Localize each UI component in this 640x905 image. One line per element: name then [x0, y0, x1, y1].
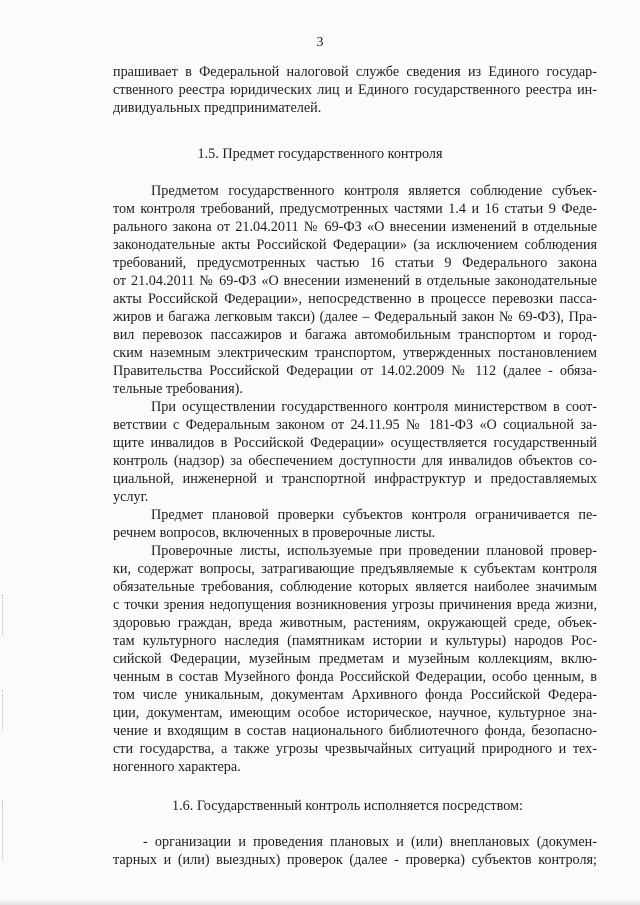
text-line: законодательные акты Российской Федерации» (за исключением соблюдения: [113, 237, 597, 253]
text-line: ции, документам, имеющим особое историческое, научное, культурное зна-: [113, 705, 597, 721]
text-line: ногенного характера.: [113, 759, 241, 775]
text-line: здоровью граждан, вреда животным, растениям, окружающей среде, объек-: [113, 615, 597, 631]
text-line: сийской Федерации, музейным предметам и музейным коллекциям, вклю-: [113, 651, 597, 667]
text-line: Правительства Российской Федерации от 14.02.2009 № 112 (далее - обяза-: [113, 363, 597, 379]
text-line: акты Российской Федерации», непосредственно в процессе перевозки пассa-: [113, 291, 597, 307]
list-item-first-line: - организации и проведения плановых и (или) внеплановых (докумен-: [143, 834, 597, 850]
text-line: с точки зрения недопущения возникновения угрозы причинения вреда жизни,: [113, 597, 597, 613]
page-number: 3: [316, 35, 324, 50]
text-line: прашивает в Федеральной налоговой службе сведения из Единого государ-: [113, 64, 597, 80]
text-line: рального закона от 21.04.2011 № 69-ФЗ «О внесении изменений в отдельные: [113, 219, 597, 235]
text-line: услуг.: [113, 489, 149, 505]
scan-artifact: [2, 800, 5, 860]
text-line: контроль (надзор) за обеспечением доступности для инвалидов объектов со-: [113, 453, 597, 469]
text-line: от 21.04.2011 № 69-ФЗ «О внесении изменений в отдельные законодательные: [113, 273, 597, 289]
paragraph-first-line: При осуществлении государственного контроля министерством в соот-: [151, 399, 597, 415]
section-heading-1-6: 1.6. Государственный контроль исполняется посредством:: [172, 798, 523, 814]
text-line: ветствии с Федеральным законом от 24.11.95 № 181-ФЗ «О социальной за-: [113, 417, 597, 433]
text-line: речнем вопросов, включенных в проверочные листы.: [113, 525, 436, 541]
scan-artifact: [2, 690, 5, 730]
scan-bottom-edge: [0, 899, 640, 905]
paragraph-first-line: Проверочные листы, используемые при проведении плановой провер-: [151, 543, 597, 559]
text-line: щите инвалидов в Российской Федерации» осуществляется государственный: [113, 435, 597, 451]
text-line: тельные требования).: [113, 381, 243, 397]
text-line: ки, содержат вопросы, затрагивающие предъявляемые к субъектам контроля: [113, 561, 597, 577]
text-line: циальной, инженерной и транспортной инфраструктур и предоставляемых: [113, 471, 597, 487]
section-heading-1-5: 1.5. Предмет государственного контроля: [197, 146, 443, 162]
text-line: тарных и (или) выездных) проверок (далее - проверка) субъектов контроля;: [113, 852, 597, 868]
text-line: дивидуальных предпринимателей.: [113, 100, 322, 116]
scan-artifact: [2, 595, 5, 635]
text-line: том числе уникальным, документам Архивного фонда Российской Федера-: [113, 687, 597, 703]
text-line: там культурного наследия (памятникам истории и культуры) народов Рос-: [113, 633, 597, 649]
text-line: ственного реестра юридических лиц и Единого государственного реестра ин-: [113, 82, 597, 98]
text-line: требований, предусмотренных частью 16 статьи 9 Федерального закона: [113, 255, 597, 271]
text-line: ченным в состав Музейного фонда Российской Федерации, особо ценным, в: [113, 669, 597, 685]
text-line: жиров и багажа легковым такси) (далее – Федеральный закон № 69-ФЗ), Пра-: [113, 309, 597, 325]
paragraph-first-line: Предметом государственного контроля является соблюдение субъек-: [151, 183, 597, 199]
text-line: том контроля требований, предусмотренных частями 1.4 и 16 статьи 9 Феде-: [113, 201, 597, 217]
paragraph-first-line: Предмет плановой проверки субъектов контроля ограничивается пе-: [151, 507, 597, 523]
text-line: вил перевозок пассажиров и багажа автомобильным транспортом и город-: [113, 327, 597, 343]
text-line: обязательные требования, соблюдение которых является наиболее значимым: [113, 579, 597, 595]
text-line: сти государства, а также угрозы чрезвычайных ситуаций природного и тех-: [113, 741, 597, 757]
text-line: ским наземным электрическим транспортом, утвержденных постановлением: [113, 345, 597, 361]
text-line: чение и входящим в состав национального библиотечного фонда, безопасно-: [113, 723, 597, 739]
